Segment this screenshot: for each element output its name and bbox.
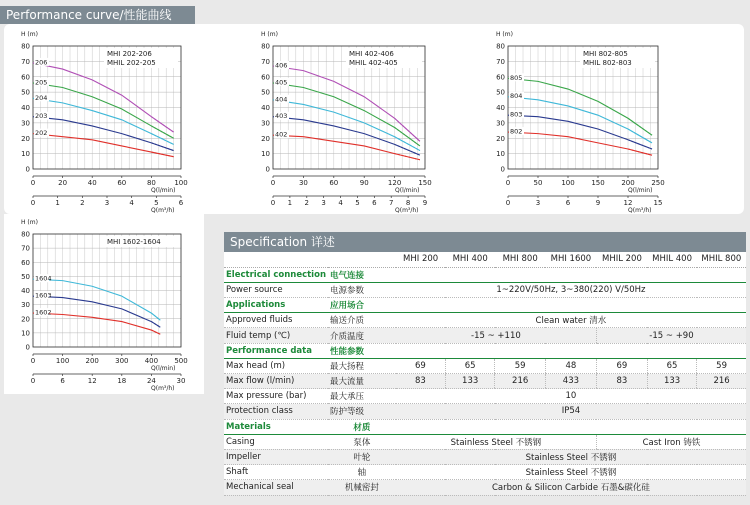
col-header: MHI 400 xyxy=(445,252,495,267)
x2-axis-label: Q(m³/h) xyxy=(151,385,175,392)
x-tick-label: 150 xyxy=(591,179,605,187)
y-tick-label: 20 xyxy=(261,134,270,143)
x-tick-label: 30 xyxy=(298,179,308,187)
x2-tick-label: 2 xyxy=(304,199,310,207)
chart-mhi-200 xyxy=(0,24,200,214)
y-tick-label: 70 xyxy=(261,57,270,66)
y-tick-label: 40 xyxy=(261,104,270,112)
series-label: 406 xyxy=(275,61,288,70)
series-label: 206 xyxy=(35,58,48,67)
x2-tick-label: 9 xyxy=(595,199,601,207)
series-label: 403 xyxy=(275,112,288,121)
y-tick-label: 30 xyxy=(21,119,30,128)
x-tick-label: 0 xyxy=(30,357,36,365)
x-tick-label: 150 xyxy=(418,179,432,187)
x2-tick-label: 5 xyxy=(154,199,159,207)
x2-tick-label: 3 xyxy=(535,199,541,207)
x-tick-label: 20 xyxy=(58,179,68,187)
x-tick-label: 50 xyxy=(533,179,543,187)
x-axis-label: Q(l/min) xyxy=(395,187,420,194)
x-axis-label: Q(l/min) xyxy=(151,365,176,372)
row-max-head: Max head (m) 最大扬程 69 65 59 48 69 65 59 xyxy=(224,358,746,373)
x-axis-label: Q(l/min) xyxy=(151,187,176,194)
chart-mhi-1600 xyxy=(0,212,200,392)
y-tick-label: 0 xyxy=(265,165,270,174)
series-tail-802 xyxy=(628,149,652,155)
y-tick-label: 50 xyxy=(21,88,30,97)
series-line-802 xyxy=(508,132,652,155)
x-tick-label: 0 xyxy=(505,179,511,187)
col-header: MHIL 200 xyxy=(596,252,647,267)
y-tick-label: 60 xyxy=(261,73,270,82)
y-tick-label: 50 xyxy=(496,88,505,97)
chart-title: MHIL 402-405 xyxy=(349,59,398,67)
x-tick-label: 0 xyxy=(30,179,36,187)
series-line-204 xyxy=(33,98,174,144)
x2-tick-label: 3 xyxy=(321,199,326,207)
series-label: 802 xyxy=(510,127,523,136)
row-protection: Protection class 防护等级 IP54 xyxy=(224,404,746,419)
x-tick-label: 250 xyxy=(651,179,665,187)
y-tick-label: 10 xyxy=(21,150,30,159)
col-header: MHI 800 xyxy=(495,252,545,267)
x-tick-label: 60 xyxy=(329,179,339,187)
x2-tick-label: 6 xyxy=(565,199,571,207)
x2-axis-label: Q(m³/h) xyxy=(151,207,175,214)
x2-tick-label: 4 xyxy=(129,199,134,207)
x2-tick-label: 6 xyxy=(178,199,184,207)
series-label: 204 xyxy=(35,93,48,102)
col-header: MHIL 400 xyxy=(647,252,696,267)
row-power: Power source 电源参数 1~220V/50Hz, 3~380(220) V/50Hz xyxy=(224,282,746,297)
y-tick-label: 50 xyxy=(21,272,30,281)
section-performance: Performance data 性能参数 xyxy=(224,343,746,358)
y-axis-label: H (m) xyxy=(21,219,38,226)
x2-tick-label: 0 xyxy=(270,199,276,207)
y-tick-label: 10 xyxy=(261,150,270,159)
specification-section xyxy=(224,232,746,496)
x-tick-label: 200 xyxy=(85,357,99,365)
spec-header-row xyxy=(224,252,746,267)
chart-title: MHIL 202-205 xyxy=(107,59,156,67)
x2-axis-label: Q(m³/h) xyxy=(395,207,419,214)
y-tick-label: 40 xyxy=(21,287,30,295)
series-label: 804 xyxy=(510,92,523,101)
spec-title: Specification 详述 xyxy=(224,232,746,252)
series-label: 202 xyxy=(35,129,48,138)
section-electrical: Electrical connection 电气连接 xyxy=(224,267,746,282)
section-materials: Materials 材质 xyxy=(224,419,746,434)
chart-mhi-800 xyxy=(476,24,676,214)
x-tick-label: 200 xyxy=(621,179,635,187)
x2-axis-label: Q(m³/h) xyxy=(628,207,652,214)
y-tick-label: 40 xyxy=(496,104,505,112)
y-tick-label: 60 xyxy=(21,73,30,82)
x2-tick-label: 0 xyxy=(30,377,36,385)
y-tick-label: 80 xyxy=(261,42,270,51)
y-tick-label: 70 xyxy=(21,244,30,253)
chart-mhi-400 xyxy=(246,24,446,214)
series-line-1603 xyxy=(33,296,160,327)
y-tick-label: 20 xyxy=(21,315,30,324)
x2-tick-label: 8 xyxy=(405,199,411,207)
x2-tick-label: 18 xyxy=(117,377,127,385)
spec-table xyxy=(224,252,746,496)
y-tick-label: 30 xyxy=(261,119,270,128)
x-tick-label: 120 xyxy=(387,179,402,187)
x-tick-label: 60 xyxy=(117,179,127,187)
y-tick-label: 40 xyxy=(21,104,30,112)
page-title: Performance curve/性能曲线 xyxy=(0,6,195,24)
chart-title: MHI 402-406 xyxy=(349,50,394,58)
series-line-205 xyxy=(33,83,174,138)
series-label: 1603 xyxy=(35,291,52,300)
x2-tick-label: 0 xyxy=(30,199,36,207)
y-tick-label: 10 xyxy=(496,150,505,159)
chart-title: MHI 202-206 xyxy=(107,50,152,58)
x-tick-label: 0 xyxy=(270,179,276,187)
y-tick-label: 50 xyxy=(261,88,270,97)
row-shaft: Shaft 轴 Stainless Steel 不锈钢 xyxy=(224,465,746,480)
y-tick-label: 30 xyxy=(496,119,505,128)
row-max-flow: Max flow (l/min) 最大流量 83 133 216 433 83 133 216 xyxy=(224,374,746,389)
y-tick-label: 60 xyxy=(21,258,30,267)
x-tick-label: 400 xyxy=(144,357,159,365)
row-temp: Fluid temp (℃) 介质温度 -15 ~ +110 -15 ~ +90 xyxy=(224,328,746,343)
series-label: 1602 xyxy=(35,308,52,317)
y-tick-label: 70 xyxy=(496,57,505,66)
row-fluids: Approved fluids 输送介质 Clean water 清水 xyxy=(224,313,746,328)
y-axis-label: H (m) xyxy=(21,31,38,38)
row-seal: Mechanical seal 机械密封 Carbon & Silicon Carbide 石墨&碳化硅 xyxy=(224,480,746,495)
x2-tick-label: 1 xyxy=(55,199,60,207)
y-tick-label: 80 xyxy=(21,230,30,239)
chart-title: MHIL 802-803 xyxy=(583,59,632,67)
series-label: 803 xyxy=(510,110,523,119)
x-tick-label: 100 xyxy=(561,179,575,187)
series-line-202 xyxy=(33,134,174,157)
y-tick-label: 60 xyxy=(496,73,505,82)
x2-tick-label: 7 xyxy=(388,199,394,207)
x2-tick-label: 4 xyxy=(338,199,343,207)
x2-tick-label: 30 xyxy=(176,377,186,385)
x2-tick-label: 6 xyxy=(60,377,65,385)
x-tick-label: 300 xyxy=(115,357,129,365)
x2-tick-label: 1 xyxy=(287,199,293,207)
y-tick-label: 70 xyxy=(21,57,30,66)
y-tick-label: 80 xyxy=(21,42,30,51)
x-tick-label: 500 xyxy=(174,357,188,365)
series-label: 1604 xyxy=(35,274,52,283)
y-tick-label: 0 xyxy=(25,343,30,352)
series-label: 205 xyxy=(35,78,48,87)
section-applications: Applications 应用场合 xyxy=(224,298,746,313)
x2-tick-label: 6 xyxy=(372,199,377,207)
series-label: 805 xyxy=(510,73,523,82)
x2-tick-label: 24 xyxy=(146,377,156,385)
series-line-206 xyxy=(33,63,174,132)
x2-tick-label: 2 xyxy=(80,199,85,207)
x-tick-label: 100 xyxy=(55,357,70,365)
row-impeller: Impeller 叶轮 Stainless Steel 不锈钢 xyxy=(224,449,746,464)
series-label: 404 xyxy=(275,95,288,104)
y-tick-label: 30 xyxy=(21,301,30,310)
y-tick-label: 20 xyxy=(496,134,505,143)
y-tick-label: 80 xyxy=(496,42,505,51)
series-label: 402 xyxy=(275,130,288,139)
series-label: 203 xyxy=(35,112,48,121)
y-axis-label: H (m) xyxy=(261,31,278,38)
series-label: 405 xyxy=(275,78,288,87)
x2-tick-label: 5 xyxy=(355,199,360,207)
chart-title: MHI 802-805 xyxy=(583,50,628,58)
x2-tick-label: 15 xyxy=(653,199,663,207)
series-tail-805 xyxy=(628,118,652,135)
x2-tick-label: 3 xyxy=(104,199,110,207)
series-line-805 xyxy=(508,78,652,135)
y-tick-label: 10 xyxy=(21,329,30,338)
chart-title: MHI 1602-1604 xyxy=(107,238,161,246)
y-tick-label: 20 xyxy=(21,134,30,143)
grid xyxy=(33,234,181,347)
col-header: MHIL 800 xyxy=(697,252,746,267)
x-tick-label: 100 xyxy=(174,179,188,187)
x-tick-label: 40 xyxy=(87,179,97,187)
series-line-1602 xyxy=(33,313,160,334)
x2-tick-label: 0 xyxy=(505,199,511,207)
col-header: MHI 1600 xyxy=(545,252,596,267)
x2-tick-label: 9 xyxy=(422,199,428,207)
y-axis-label: H (m) xyxy=(496,31,513,38)
x-tick-label: 90 xyxy=(359,179,369,187)
x-tick-label: 80 xyxy=(146,179,156,187)
col-header: MHI 200 xyxy=(396,252,446,267)
y-tick-label: 0 xyxy=(25,165,30,174)
row-casing: Casing 泵体 Stainless Steel 不锈钢 Cast Iron 铸铁 xyxy=(224,434,746,449)
y-tick-label: 0 xyxy=(500,165,505,174)
x2-tick-label: 12 xyxy=(623,199,633,207)
x-axis-label: Q(l/min) xyxy=(628,187,653,194)
row-max-pressure: Max pressure (bar) 最大承压 10 xyxy=(224,389,746,404)
x2-tick-label: 12 xyxy=(87,377,97,385)
